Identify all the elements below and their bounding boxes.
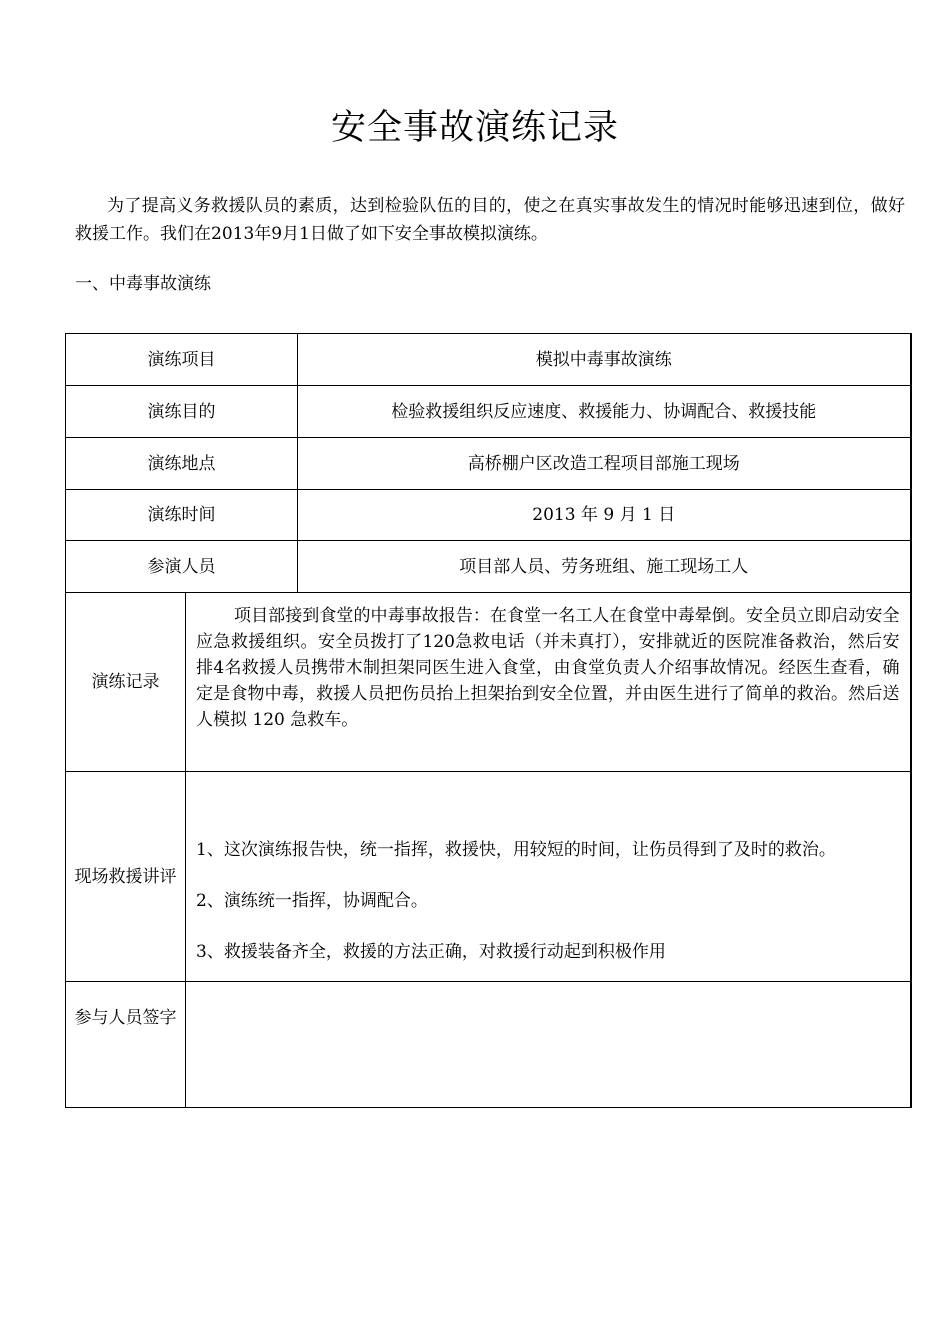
review-cell	[186, 772, 911, 982]
record-text: 项目部接到食堂的中毒事故报告：在食堂一名工人在食堂中毒晕倒。安全员立即启动安全应急救援组织。安全员拨打了120急救电话（并未真打），安排就近的医院准备救治，然后安排4名救援人员携带木制担架同医生进入食堂，由食堂负责人介绍事故情况。经医生查看，确定是食物中毒，救援人员把伤员抬上担架抬到安全位置，并由医生进行了简单的救治。然后送人模拟 120 急救车。	[186, 593, 911, 772]
table-row-review	[66, 772, 911, 982]
table-row-time	[66, 490, 911, 541]
table-row-signature	[66, 982, 911, 1108]
table-row-record	[66, 593, 911, 772]
row-value-participants: 项目部人员、劳务班组、施工现场工人	[298, 541, 911, 593]
row-label-time: 演练时间	[66, 490, 298, 541]
review-item: 3、救援装备齐全，救援的方法正确，对救援行动起到积极作用	[196, 942, 666, 962]
row-label-participants: 参演人员	[66, 541, 298, 593]
page-title: 安全事故演练记录	[330, 108, 619, 148]
row-label-location: 演练地点	[66, 438, 298, 490]
table-row-project	[66, 334, 911, 386]
signature-field[interactable]	[186, 982, 911, 1108]
row-value-project: 模拟中毒事故演练	[298, 334, 911, 386]
row-value-time: 2013 年 9 月 1 日	[298, 490, 911, 541]
review-item: 2、演练统一指挥，协调配合。	[196, 891, 428, 911]
row-label-purpose: 演练目的	[66, 386, 298, 438]
signature-label: 参与人员签字	[66, 982, 186, 1108]
row-value-location: 高桥棚户区改造工程项目部施工现场	[298, 438, 911, 490]
intro-paragraph: 为了提高义务救援队员的素质，达到检验队伍的目的，使之在真实事故发生的情况时能够迅速到位，做好救援工作。我们在2013年9月1日做了如下安全事故模拟演练。	[75, 196, 905, 244]
drill-record-table	[65, 333, 912, 1108]
table-row-participants	[66, 541, 911, 593]
review-label: 现场救援讲评	[66, 772, 186, 982]
record-label: 演练记录	[66, 593, 186, 772]
table-row-location	[66, 438, 911, 490]
row-label-project: 演练项目	[66, 334, 298, 386]
table-row-purpose	[66, 386, 911, 438]
row-value-purpose: 检验救援组织反应速度、救援能力、协调配合、救援技能	[298, 386, 911, 438]
review-item: 1、这次演练报告快，统一指挥，救援快，用较短的时间，让伤员得到了及时的救治。	[196, 840, 836, 860]
section-heading: 一、中毒事故演练	[75, 274, 211, 294]
